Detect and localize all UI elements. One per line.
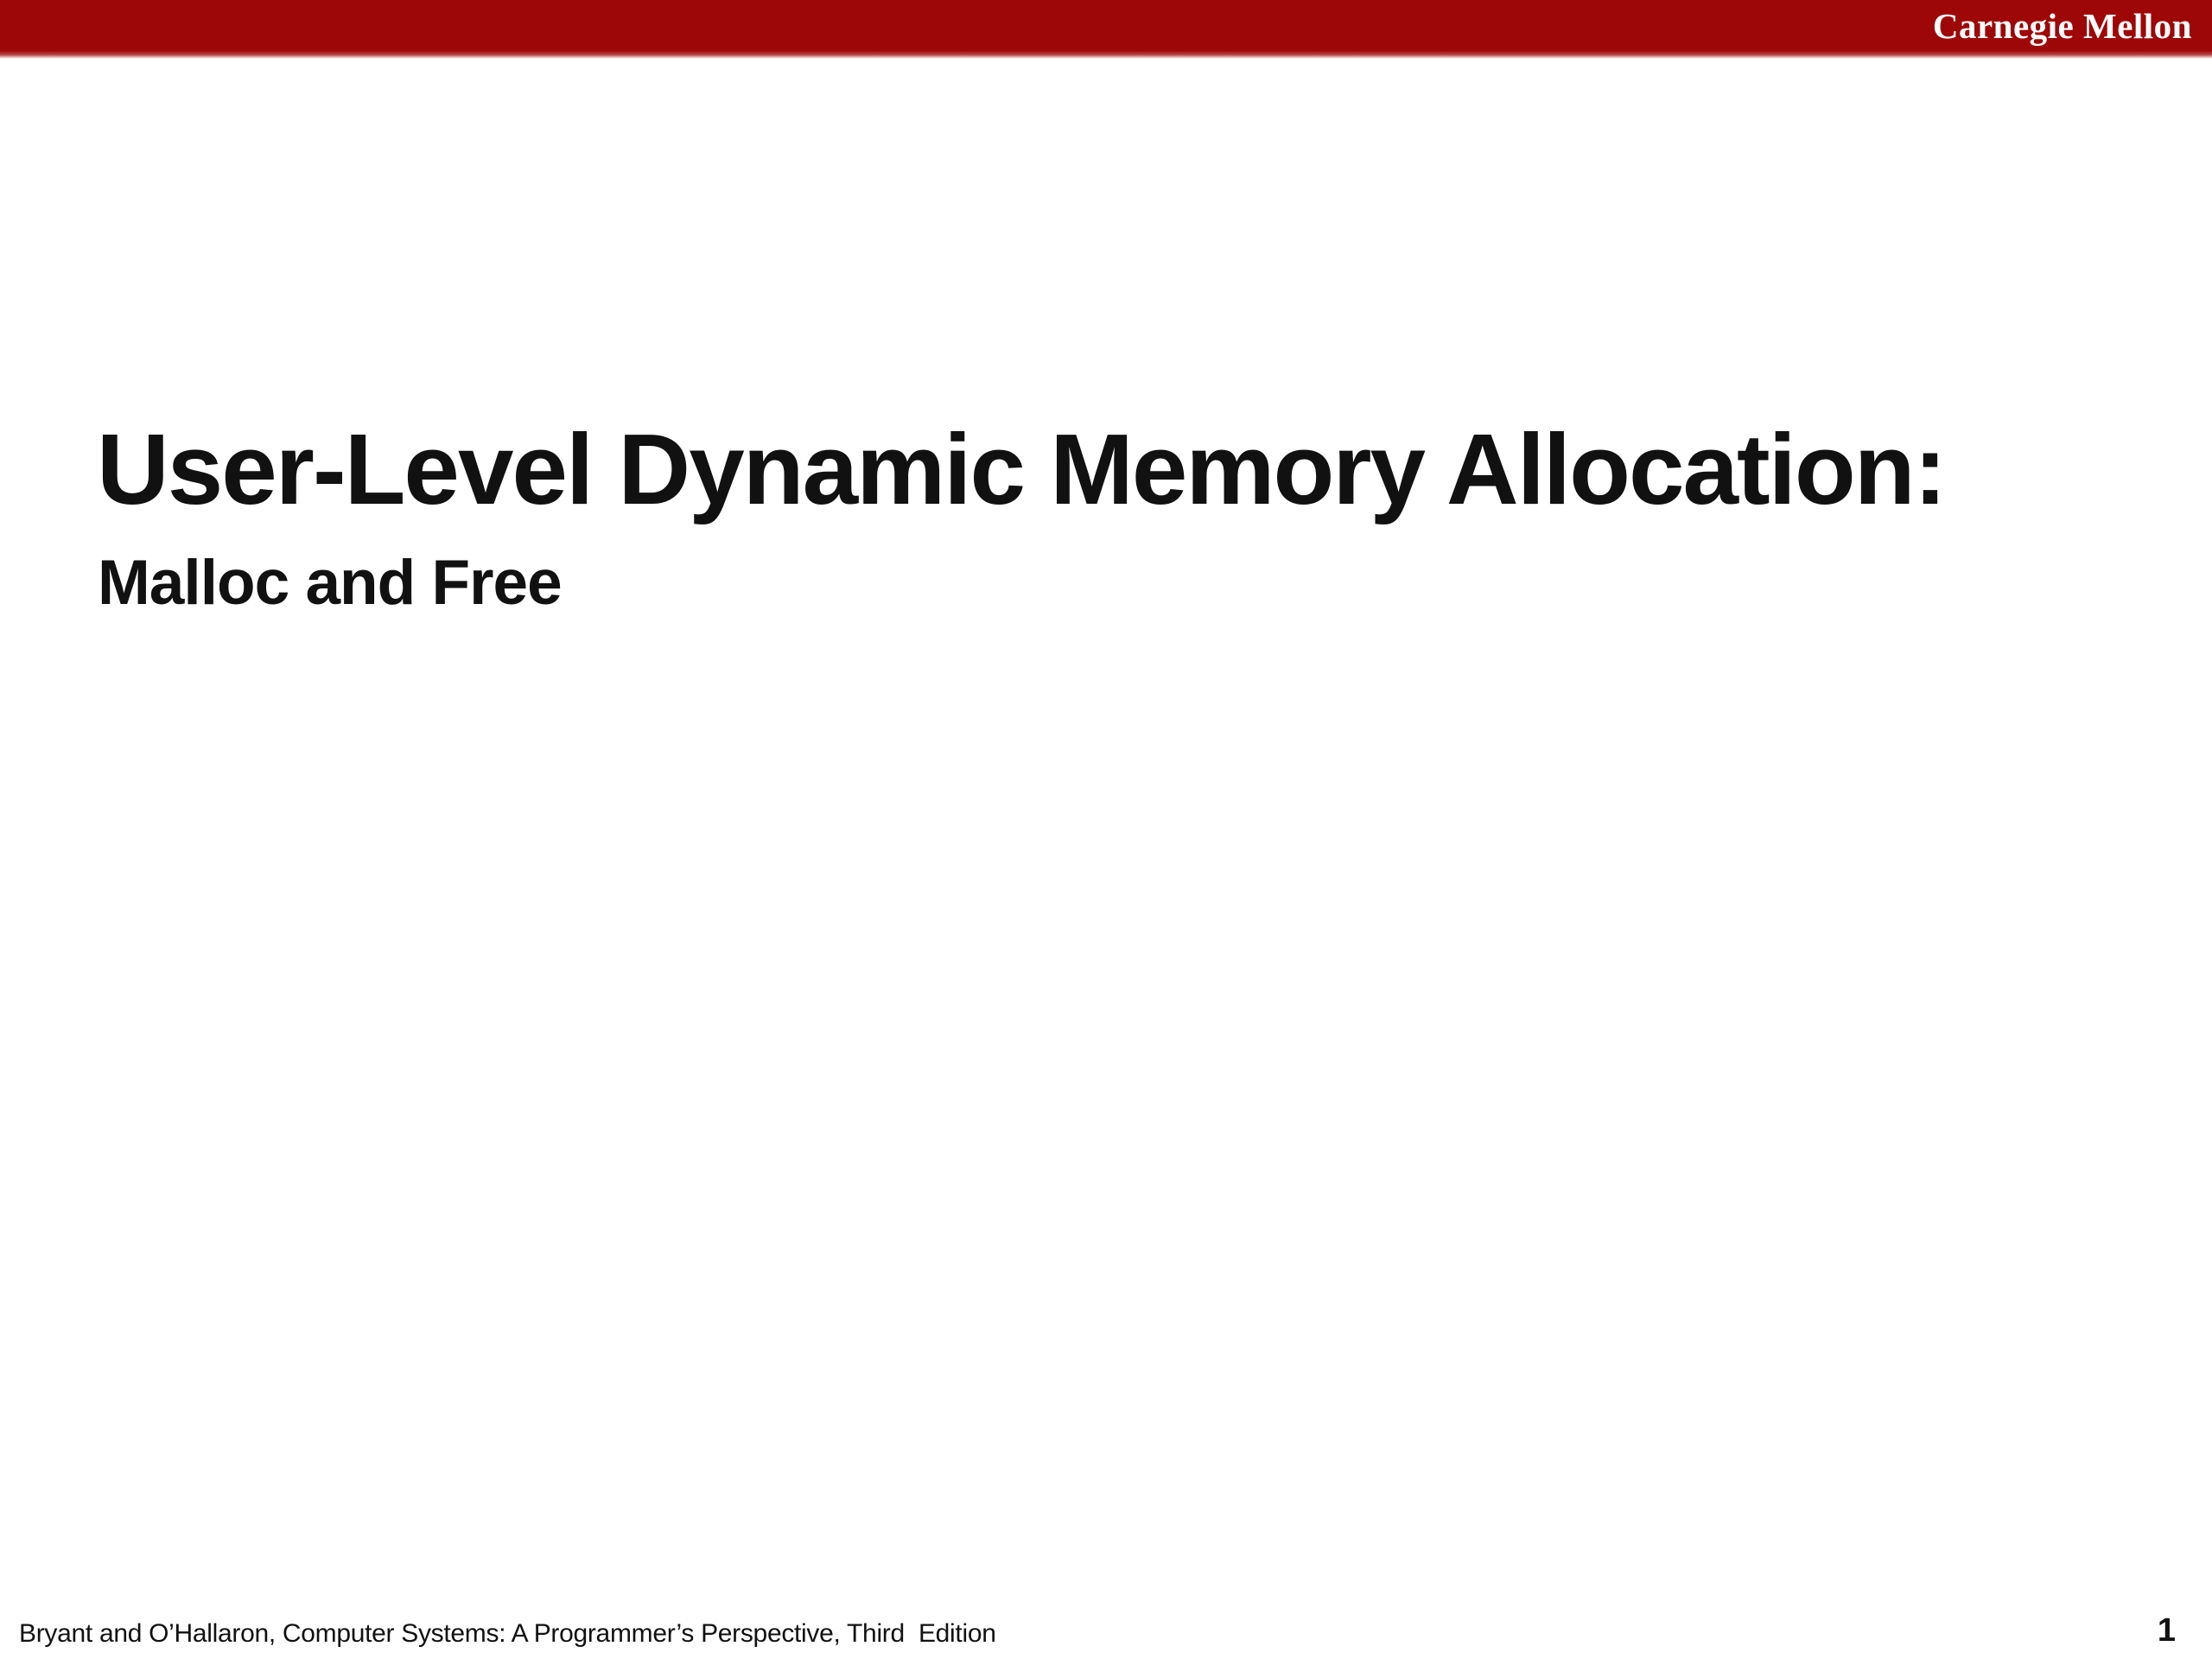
header-bar xyxy=(0,0,2212,59)
carnegie-mellon-brand: Carnegie Mellon xyxy=(1932,6,2192,46)
slide-subtitle: Malloc and Free xyxy=(98,548,562,618)
footer-attribution: Bryant and O’Hallaron, Computer Systems: A Programmer’s Perspective, Third Edition xyxy=(19,1619,996,1648)
page-number: 1 xyxy=(2157,1612,2176,1649)
slide-title: User-Level Dynamic Memory Allocation: xyxy=(97,413,1946,525)
